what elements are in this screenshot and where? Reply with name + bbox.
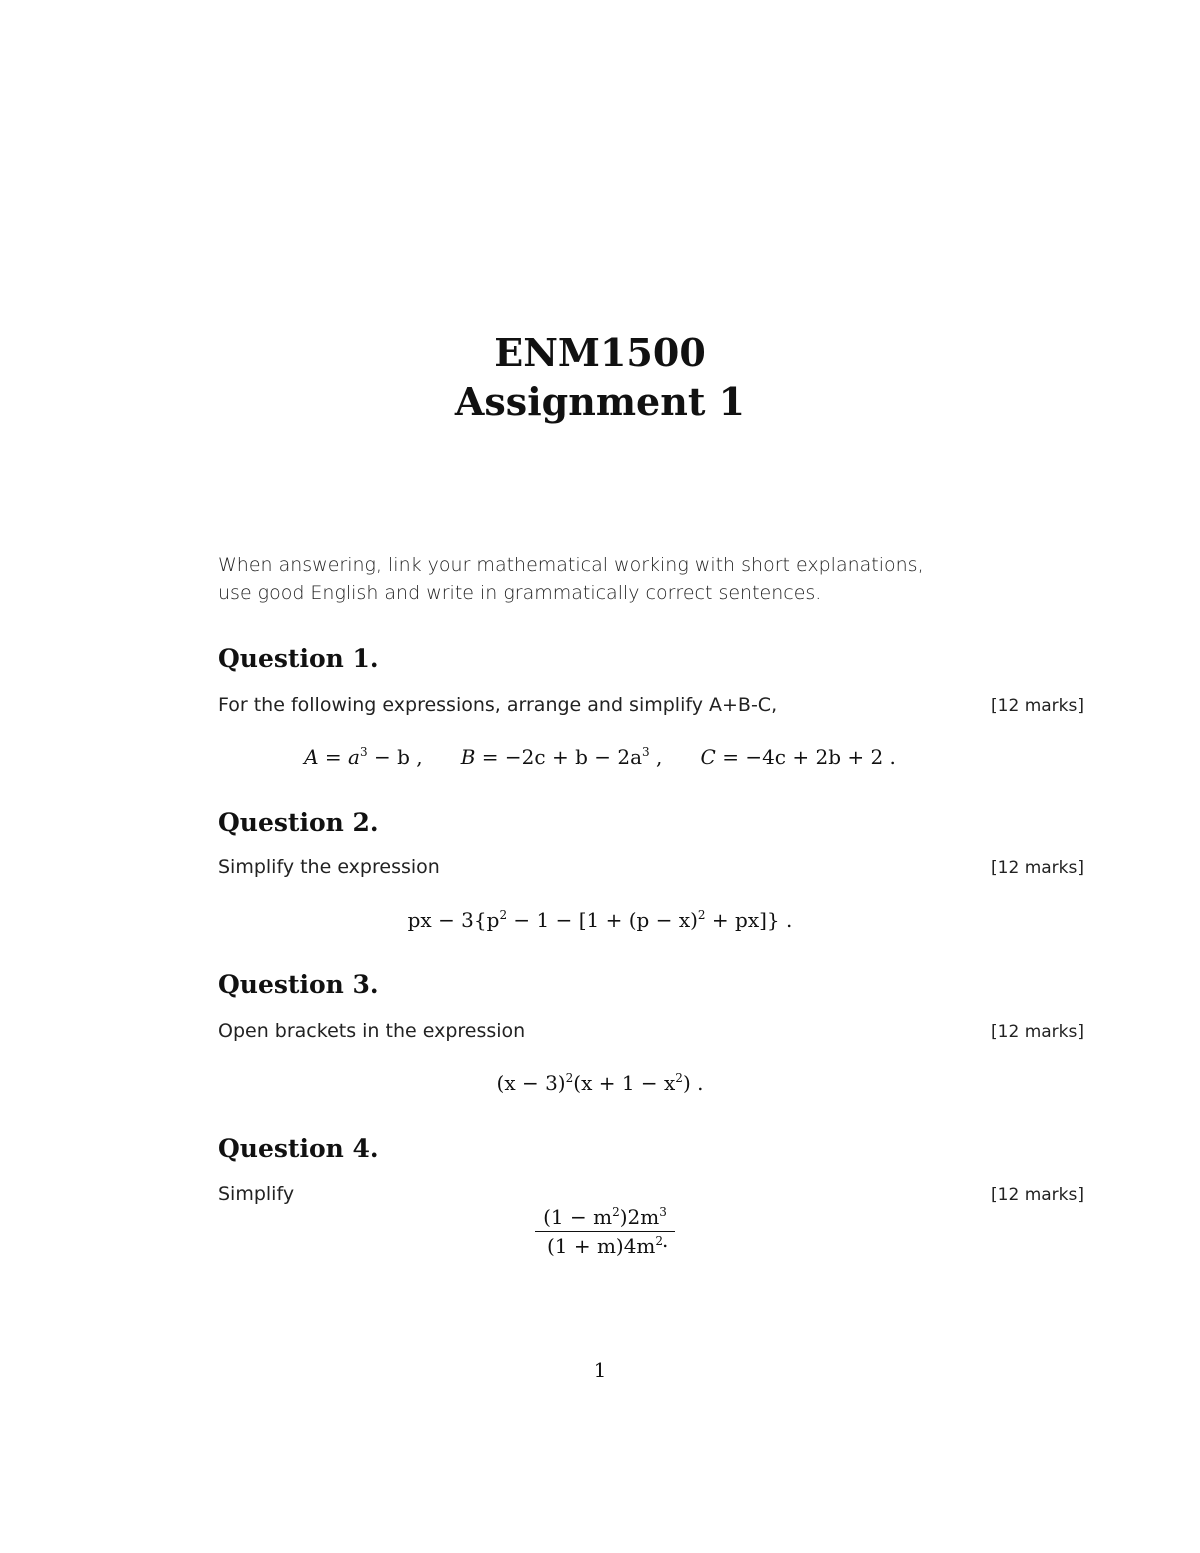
assignment-title: Assignment 1 <box>454 379 746 424</box>
question-1-text: For the following expressions, arrange and simplify A+B-C, <box>218 694 778 716</box>
course-code: ENM1500 <box>494 330 706 375</box>
question-4-heading: Question 4. <box>218 1134 379 1163</box>
fraction-period: . <box>662 1228 669 1252</box>
question-1-heading: Question 1. <box>218 644 379 673</box>
question-2-marks: [12 marks] <box>991 858 1084 878</box>
question-3-heading: Question 3. <box>218 970 379 999</box>
intro-line-2: use good English and write in grammatically correct sentences. <box>218 582 822 604</box>
fraction-denominator: $(1 + m)4m^2$ <box>546 1234 664 1258</box>
intro-line-1: When answering, link your mathematical working with short explanations, <box>218 554 924 576</box>
question-1-equation: $A = a^3 - b$ , $B = -2c + b - 2a^3$ , C = −4c + 2b + 2 . <box>304 745 896 769</box>
question-4-marks: [12 marks] <box>991 1185 1084 1205</box>
question-4-text: Simplify <box>218 1183 295 1205</box>
eq-C-label: C <box>700 745 716 769</box>
eq-B-label: B <box>460 745 476 769</box>
question-1-marks: [12 marks] <box>991 696 1084 716</box>
question-3-equation: $(x - 3)^2(x + 1 - x^2)$ . <box>496 1071 704 1095</box>
page-number: 1 <box>593 1358 607 1382</box>
question-2-heading: Question 2. <box>218 808 379 837</box>
question-3-text: Open brackets in the expression <box>218 1020 526 1042</box>
question-2-text: Simplify the expression <box>218 856 440 878</box>
question-2-equation: px − $3\{p^2 - 1 - [1 + (p - x)^2 + px]\}$ . <box>407 908 793 932</box>
question-3-marks: [12 marks] <box>991 1022 1084 1042</box>
fraction-numerator: $(1 - m^2)2m^3$ <box>535 1205 675 1232</box>
eq-A-label: A <box>304 745 319 769</box>
